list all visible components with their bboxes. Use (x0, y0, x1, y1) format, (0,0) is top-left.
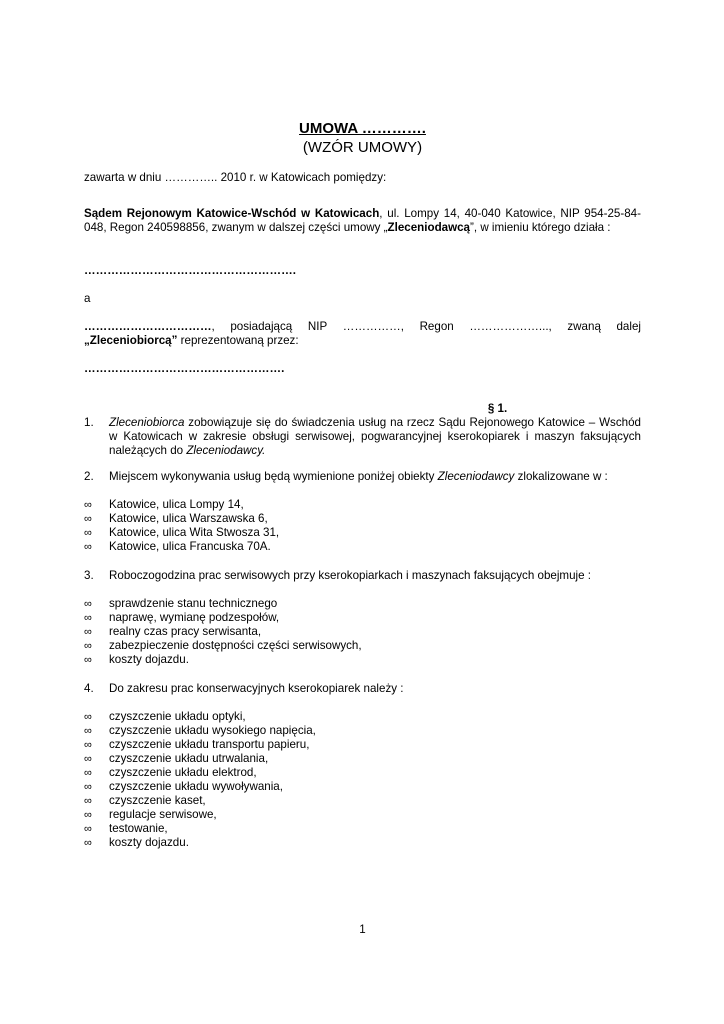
party2-word-zwana: zwaną (567, 320, 601, 333)
party2-role: „Zleceniobiorcą” (84, 334, 178, 347)
bullet-icon: ∞ (84, 739, 92, 751)
paragraph-1 (84, 416, 641, 458)
list-item (84, 540, 641, 554)
bullet-icon: ∞ (84, 767, 92, 779)
list-item-text: czyszczenie układu wywoływania, (109, 780, 283, 793)
conjunction: a (84, 292, 91, 305)
section-heading: § 1. (487, 402, 508, 415)
list-item (84, 625, 641, 639)
party2-line (84, 320, 641, 334)
party2-paragraph (84, 320, 641, 348)
list-item-text: regulacje serwisowe, (109, 808, 217, 821)
paragraph-1-role2: Zleceniodawcy. (186, 444, 266, 457)
paragraph-2-number: 2. (84, 470, 94, 483)
list-item-text: zabezpieczenie dostępności części serwisowych, (109, 639, 362, 652)
bullet-icon: ∞ (84, 598, 92, 610)
list-item (84, 766, 641, 780)
list-item (84, 738, 641, 752)
party2-regon-dots: ………………..., (469, 320, 552, 333)
list-item-text: naprawę, wymianę podzespołów, (109, 611, 280, 624)
list-item (84, 639, 641, 653)
party2-word-dalej: dalej (616, 320, 641, 333)
paragraph-4-text: Do zakresu prac konserwacyjnych kserokopiarek należy : (109, 682, 404, 695)
list-item (84, 808, 641, 822)
list-item-text: koszty dojazdu. (109, 836, 189, 849)
party1-tail: ”, w imieniu którego działa : (470, 221, 611, 234)
list-item (84, 653, 641, 667)
list-item-text: testowanie, (109, 822, 168, 835)
party2-word-posiadajaca: posiadającą (230, 320, 293, 333)
party2-tail: reprezentowaną przez: (177, 334, 299, 347)
list-item (84, 526, 641, 540)
bullet-icon: ∞ (84, 823, 92, 835)
list-item-text: Katowice, ulica Warszawska 6, (109, 512, 268, 525)
list-item-text: czyszczenie układu transportu papieru, (109, 738, 310, 751)
bullet-icon: ∞ (84, 626, 92, 638)
paragraph-4 (84, 682, 641, 696)
bullet-icon: ∞ (84, 725, 92, 737)
bullet-icon: ∞ (84, 781, 92, 793)
paragraph-1-text (109, 416, 641, 458)
bullet-icon: ∞ (84, 527, 92, 539)
list-item (84, 780, 641, 794)
bullet-icon: ∞ (84, 795, 92, 807)
bullet-icon: ∞ (84, 541, 92, 553)
bullet-icon: ∞ (84, 753, 92, 765)
party2-word-nip: NIP (307, 320, 328, 333)
list-item (84, 794, 641, 808)
list-item (84, 752, 641, 766)
bullet-icon: ∞ (84, 711, 92, 723)
list-item-text: Katowice, ulica Lompy 14, (109, 498, 244, 511)
contract-subtitle: (WZÓR UMOWY) (302, 139, 423, 156)
document-page (84, 0, 641, 1024)
bullet-icon: ∞ (84, 654, 92, 666)
list-item (84, 512, 641, 526)
list-item-text: czyszczenie układu wysokiego napięcia, (109, 724, 316, 737)
signature-line-2: ……………………………………………. (84, 362, 285, 375)
contract-title: UMOWA …………. (299, 120, 426, 137)
locations-list (84, 498, 641, 554)
list-item (84, 498, 641, 512)
paragraph-3-number: 3. (84, 569, 94, 582)
list-item-text: czyszczenie kaset, (109, 794, 206, 807)
paragraph-2 (84, 470, 641, 484)
bullet-icon: ∞ (84, 499, 92, 511)
paragraph-3-text: Roboczogodzina prac serwisowych przy kserokopiarkach i maszynach faksujących obejmuje : (109, 569, 592, 582)
list-item-text: realny czas pracy serwisanta, (109, 625, 262, 638)
service-items-list (84, 597, 641, 667)
bullet-icon: ∞ (84, 809, 92, 821)
list-item-text: Katowice, ulica Wita Stwosza 31, (109, 526, 280, 539)
bullet-icon: ∞ (84, 513, 92, 525)
paragraph-4-number: 4. (84, 682, 94, 695)
list-item (84, 822, 641, 836)
paragraph-2-tail: zlokalizowane w : (514, 470, 608, 483)
list-item-text: czyszczenie układu elektrod, (109, 766, 257, 779)
party1-role: Zleceniodawcą (387, 221, 471, 234)
bullet-icon: ∞ (84, 837, 92, 849)
party2-dots: …………………………… (84, 320, 212, 333)
bullet-icon: ∞ (84, 640, 92, 652)
party2-dots-group (84, 320, 215, 334)
list-item (84, 836, 641, 850)
party2-comma: , (211, 320, 215, 333)
list-item (84, 724, 641, 738)
list-item (84, 611, 641, 625)
paragraph-2-body: Miejscem wykonywania usług będą wymienione poniżej obiekty (109, 470, 438, 483)
intro-line: zawarta w dniu ………….. 2010 r. w Katowicach pomiędzy: (84, 171, 387, 184)
paragraph-3 (84, 569, 641, 583)
paragraph-2-text (109, 470, 641, 484)
paragraph-1-role: Zleceniobiorca (109, 416, 185, 429)
list-item-text: koszty dojazdu. (109, 653, 189, 666)
party2-nip-dots: ……………, (342, 320, 404, 333)
list-item (84, 597, 641, 611)
party2-word-regon: Regon (419, 320, 454, 333)
party1-details: , ul. Lompy 14, 40-040 Katowice, NIP 954-25-84-048, Regon 240598856, zwanym w dalszej części umowy „ (84, 207, 641, 234)
paragraph-1-body: zobowiązuje się do świadczenia usług na rzecz Sądu Rejonowego Katowice – Wschód w Katowicach w zakresie obsługi serwisowej, pogwarancyjnej kserokopiarek i maszyn faksujących należących do (109, 416, 641, 457)
list-item-text: sprawdzenie stanu technicznego (109, 597, 278, 610)
party1-paragraph (84, 207, 641, 235)
party2-second-line (84, 334, 641, 348)
bullet-icon: ∞ (84, 612, 92, 624)
paragraph-1-number: 1. (84, 416, 94, 429)
list-item-text: czyszczenie układu optyki, (109, 710, 246, 723)
page-number: 1 (359, 923, 366, 936)
list-item (84, 710, 641, 724)
signature-line-1: ………………………………………………. (84, 264, 296, 277)
party1-name: Sądem Rejonowym Katowice-Wschód w Katowicach (84, 207, 380, 220)
paragraph-2-role: Zleceniodawcy (437, 470, 515, 483)
list-item-text: Katowice, ulica Francuska 70A. (109, 540, 271, 553)
list-item-text: czyszczenie układu utrwalania, (109, 752, 269, 765)
maintenance-items-list (84, 710, 641, 850)
